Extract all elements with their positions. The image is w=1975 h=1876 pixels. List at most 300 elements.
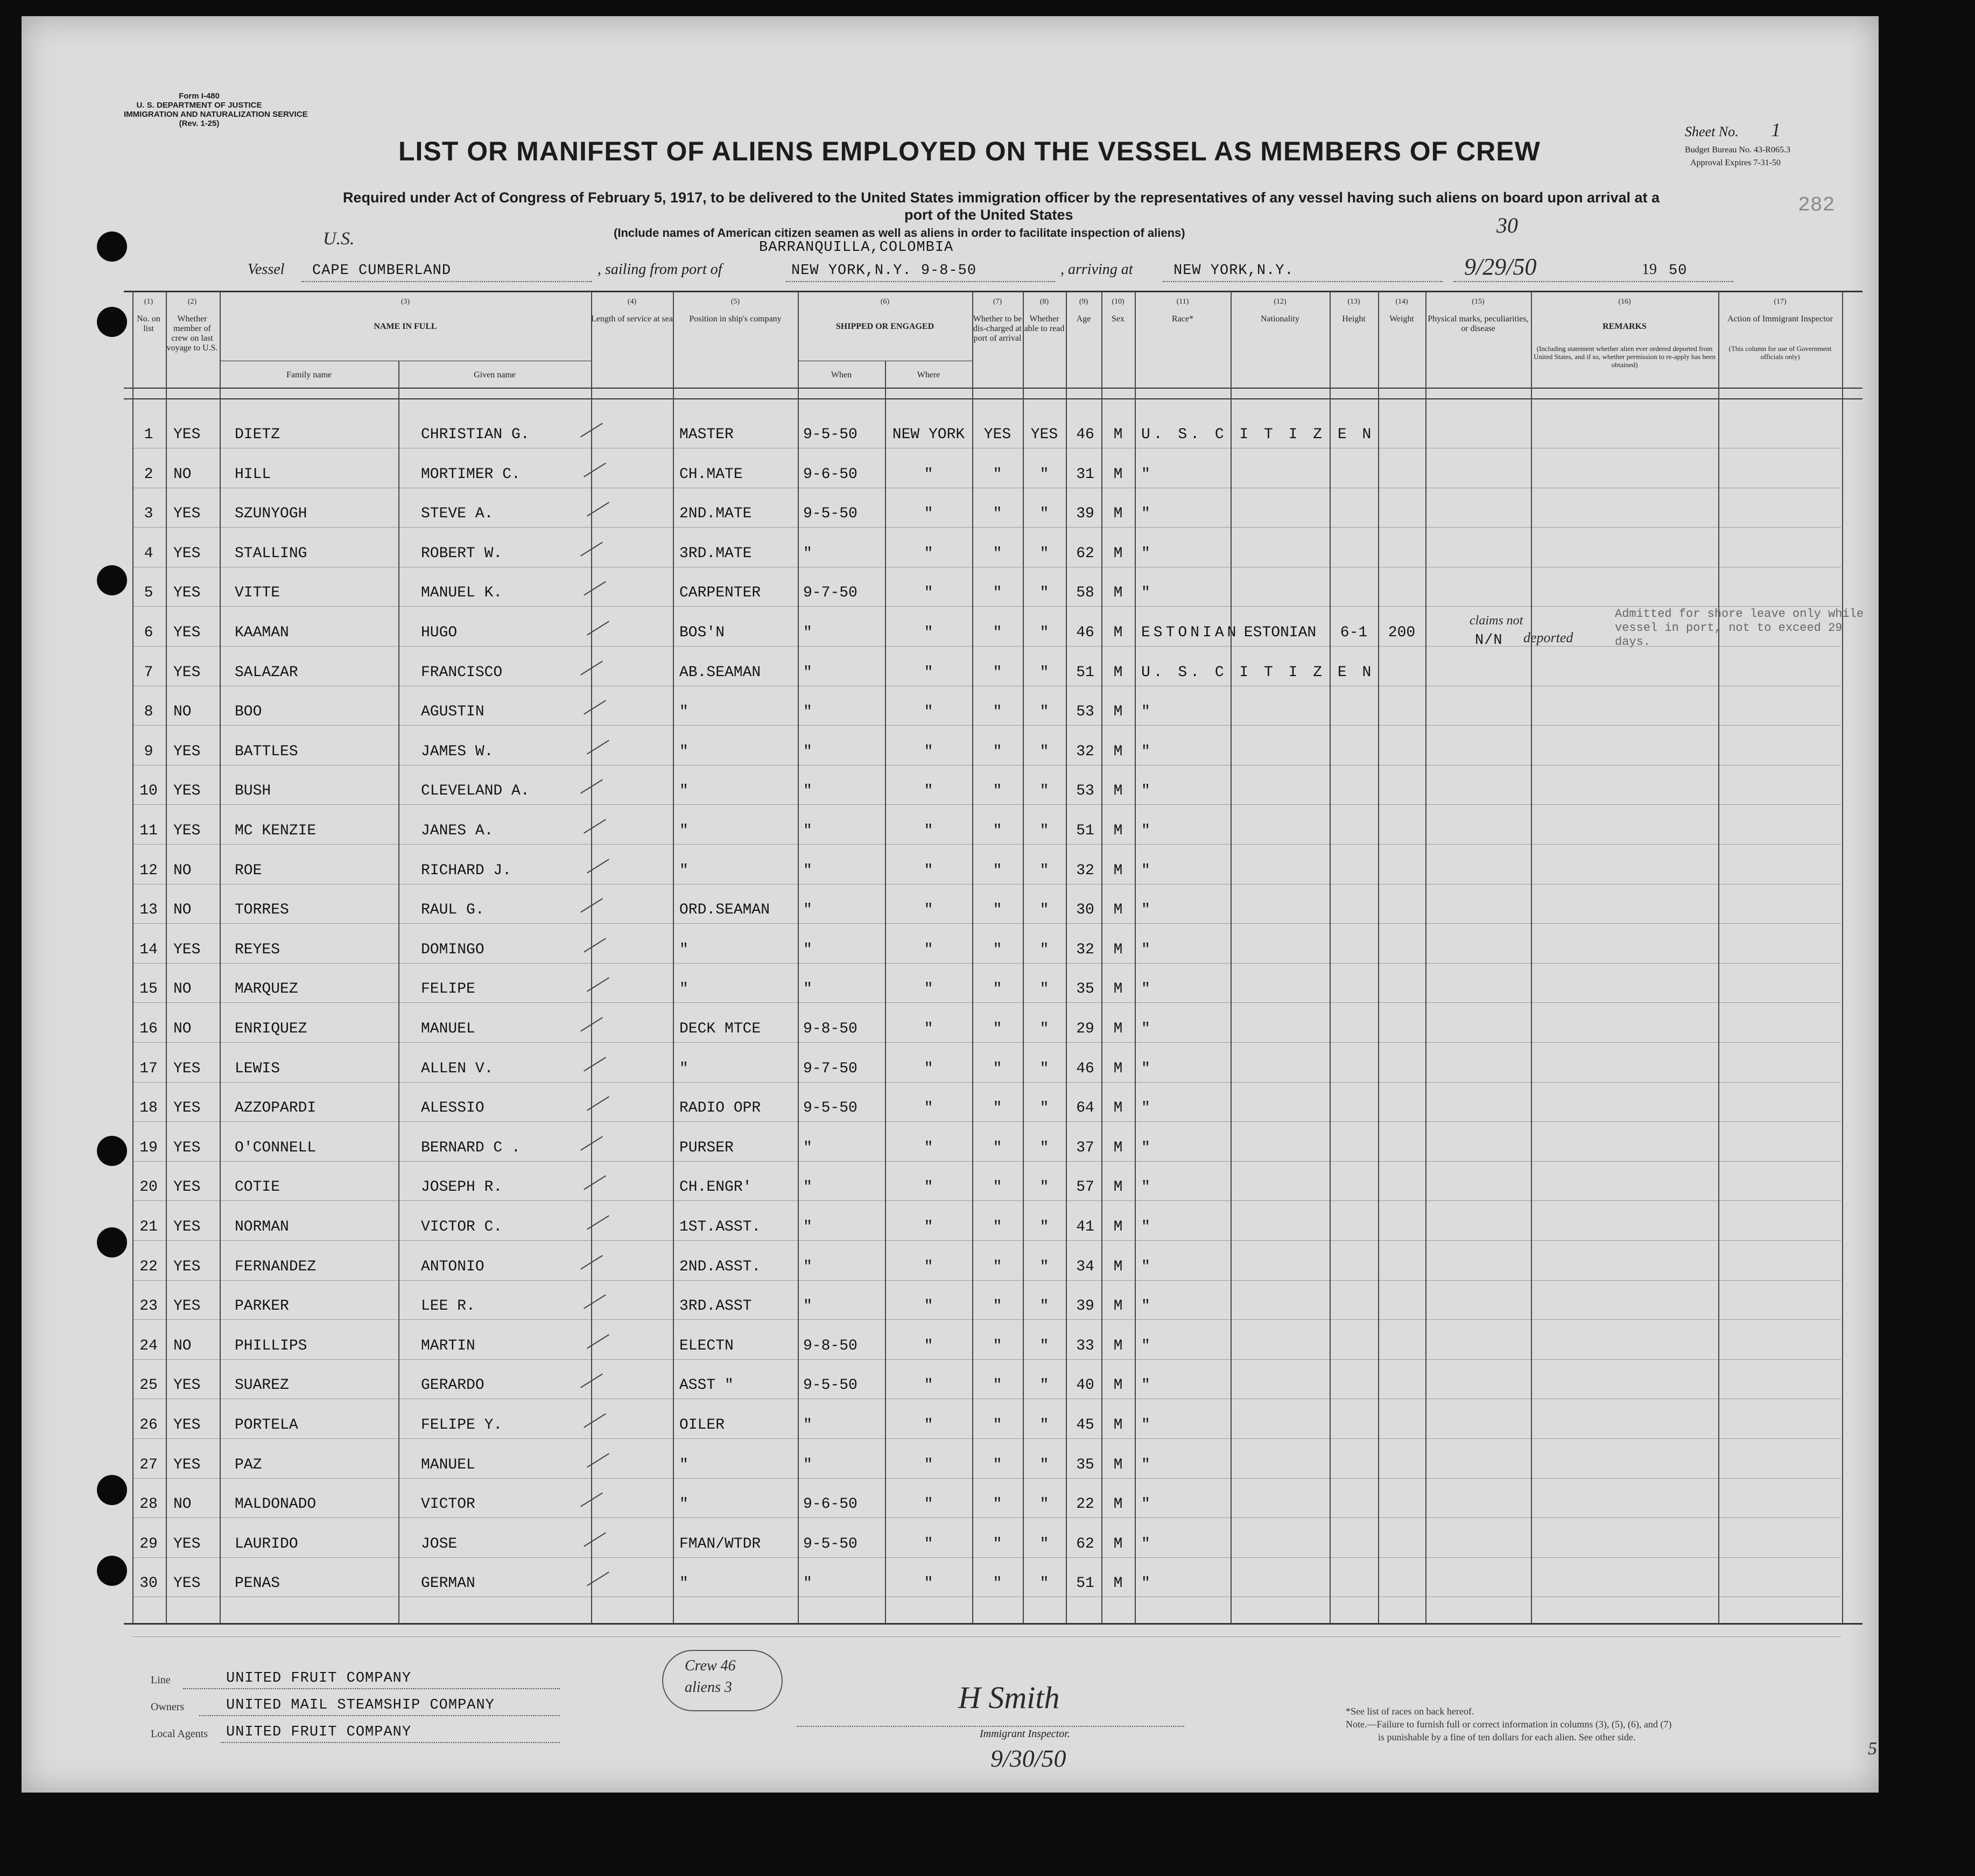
department: U. S. DEPARTMENT OF JUSTICE: [136, 101, 262, 110]
column-label: Race*: [1172, 314, 1193, 324]
discharged: ": [993, 902, 1002, 919]
age: 30: [1076, 902, 1094, 919]
shipped-when: ": [803, 862, 812, 879]
prev-voyage: NO: [173, 902, 192, 919]
page-title: LIST OR MANIFEST OF ALIENS EMPLOYED ON THE VESSEL AS MEMBERS OF CREW: [398, 136, 1541, 166]
vessel-name: CAPE CUMBERLAND: [312, 263, 452, 279]
column-divider: [1531, 292, 1532, 1624]
column-label: SHIPPED OR ENGAGED: [835, 322, 934, 331]
column-label: Weight: [1389, 314, 1414, 324]
punch-hole: [97, 1227, 127, 1257]
crew-count-note: [662, 1650, 783, 1711]
family-name: MARQUEZ: [235, 981, 298, 998]
age: 22: [1076, 1496, 1094, 1513]
row-number: 12: [139, 862, 158, 879]
row-number: 7: [144, 664, 153, 681]
ruled-line: [132, 1280, 1841, 1281]
prev-voyage: YES: [173, 624, 201, 641]
shipped-where: ": [924, 941, 933, 958]
shipped-where: ": [924, 505, 933, 523]
family-name: MC KENZIE: [235, 823, 317, 839]
sex: M: [1113, 1219, 1123, 1235]
column-label: Sex: [1112, 314, 1124, 324]
prev-voyage: YES: [173, 505, 201, 523]
shipped-when: ": [803, 783, 812, 800]
race: ": [1141, 823, 1150, 839]
able-to-read: ": [1039, 1337, 1049, 1354]
shipped-when: 9-7-50: [803, 585, 858, 602]
row-number: 6: [144, 624, 153, 641]
race: ": [1141, 1377, 1150, 1394]
year-prefix: 19: [1642, 261, 1657, 278]
position: ": [679, 1575, 688, 1592]
stamp-number: 282: [1798, 194, 1835, 217]
column-divider: [1378, 292, 1379, 1624]
column-label: No. on list: [137, 314, 160, 333]
column-header: [1135, 297, 1231, 324]
ruled-line: [132, 1082, 1841, 1083]
sex: M: [1113, 1417, 1123, 1434]
given-name: RICHARD J.: [421, 862, 512, 879]
shipped-where: ": [924, 1496, 933, 1513]
shipped-when: ": [803, 941, 812, 958]
shipped-where: ": [924, 1377, 933, 1394]
position: PURSER: [679, 1139, 734, 1156]
races-note: *See list of races on back hereof.: [1346, 1706, 1474, 1717]
shipped-where: ": [924, 1337, 933, 1354]
able-to-read: ": [1039, 585, 1049, 602]
position: ORD.SEAMAN: [679, 902, 770, 919]
year: 50: [1669, 263, 1688, 279]
row-number: 21: [139, 1219, 158, 1235]
able-to-read: ": [1039, 505, 1049, 523]
age: 33: [1076, 1337, 1094, 1354]
ruled-line: [132, 1557, 1841, 1558]
prev-voyage: YES: [173, 426, 201, 443]
prev-voyage: YES: [173, 1219, 201, 1235]
race: ": [1141, 862, 1150, 879]
discharged: ": [993, 1417, 1002, 1434]
age: 53: [1076, 783, 1094, 800]
shipped-where: ": [924, 902, 933, 919]
discharged: ": [993, 1100, 1002, 1117]
able-to-read: ": [1039, 862, 1049, 879]
shipped-when: ": [803, 823, 812, 839]
able-to-read: ": [1039, 1258, 1049, 1275]
column-number: (11): [1176, 298, 1189, 306]
given-name: HUGO: [421, 624, 458, 641]
age: 32: [1076, 743, 1094, 760]
race: ": [1141, 466, 1150, 483]
prev-voyage: YES: [173, 823, 201, 839]
position: BOS'N: [679, 624, 725, 641]
race: ": [1141, 545, 1150, 562]
able-to-read: ": [1039, 1179, 1049, 1196]
row-number: 29: [139, 1535, 158, 1552]
race: ": [1141, 902, 1150, 919]
prev-voyage: YES: [173, 545, 201, 562]
position: CH.MATE: [679, 466, 743, 483]
column-number: (13): [1347, 298, 1360, 306]
given-name: FRANCISCO: [421, 664, 503, 681]
agents-label: Local Agents: [151, 1728, 208, 1740]
shipped-where: ": [924, 743, 933, 760]
race: ": [1141, 1179, 1150, 1196]
shipped-when: 9-5-50: [803, 426, 858, 443]
given-name: VICTOR C.: [421, 1219, 503, 1235]
discharged: ": [993, 1060, 1002, 1077]
remarks-note: (Including statement whether alien ever ordered deported from United States, and if so, whether permission to re-apply has been obtained): [1534, 345, 1716, 369]
shipped-where: ": [924, 1139, 933, 1156]
prev-voyage: YES: [173, 1417, 201, 1434]
discharged: ": [993, 664, 1002, 681]
position: DECK MTCE: [679, 1021, 761, 1037]
prev-voyage: NO: [173, 862, 192, 879]
able-to-read: ": [1039, 545, 1049, 562]
shipped-when: ": [803, 624, 812, 641]
position: 2ND.MATE: [679, 505, 752, 523]
shipped-when: ": [803, 1417, 812, 1434]
shipped-where: ": [924, 1219, 933, 1235]
prev-voyage: YES: [173, 1535, 201, 1552]
prev-voyage: YES: [173, 1100, 201, 1117]
shipped-when: 9-8-50: [803, 1021, 858, 1037]
given-name: BERNARD C .: [421, 1139, 521, 1156]
row-number: 9: [144, 743, 153, 760]
discharged: ": [993, 1179, 1002, 1196]
position: OILER: [679, 1417, 725, 1434]
column-header: [1425, 297, 1531, 334]
position: ": [679, 1496, 688, 1513]
form-id-block: [124, 92, 308, 128]
sex: M: [1113, 743, 1123, 760]
inspector-label: Immigrant Inspector.: [980, 1728, 1070, 1740]
prev-voyage: NO: [173, 466, 192, 483]
ruled-line: [132, 1636, 1841, 1637]
family-name-header: Family name: [286, 370, 332, 380]
service: IMMIGRATION AND NATURALIZATION SERVICE: [124, 110, 308, 119]
able-to-read: ": [1039, 902, 1049, 919]
shipped-when: ": [803, 1258, 812, 1275]
able-to-read: ": [1039, 783, 1049, 800]
row-number: 25: [139, 1377, 158, 1394]
given-name: FELIPE Y.: [421, 1417, 503, 1434]
prev-voyage: YES: [173, 1377, 201, 1394]
able-to-read: ": [1039, 664, 1049, 681]
shipped-where: ": [924, 1021, 933, 1037]
race: ": [1141, 1219, 1150, 1235]
family-name: PORTELA: [235, 1417, 298, 1434]
family-name: SALAZAR: [235, 664, 298, 681]
position: ": [679, 1060, 688, 1077]
row-number: 27: [139, 1456, 158, 1473]
position: ": [679, 823, 688, 839]
shipped-where: ": [924, 1100, 933, 1117]
column-number: (17): [1774, 298, 1787, 306]
shipped-when: 9-5-50: [803, 1535, 858, 1552]
discharged: ": [993, 823, 1002, 839]
column-label: Whether to be dis-charged at port of arrival: [973, 314, 1022, 343]
row-number: 14: [139, 941, 158, 958]
race: U. S. C I T I Z E N: [1141, 426, 1375, 443]
shipped-where: ": [924, 466, 933, 483]
able-to-read: ": [1039, 1417, 1049, 1434]
discharged: ": [993, 1337, 1002, 1354]
able-to-read: ": [1039, 1456, 1049, 1473]
age: 34: [1076, 1258, 1094, 1275]
sex: M: [1113, 1258, 1123, 1275]
column-number: (8): [1039, 298, 1049, 306]
sheet-label: Sheet No.: [1685, 124, 1739, 139]
prev-voyage: YES: [173, 664, 201, 681]
prev-voyage: YES: [173, 783, 201, 800]
able-to-read: ": [1039, 941, 1049, 958]
ruled-line: [132, 1359, 1841, 1360]
given-name: JANES A.: [421, 823, 494, 839]
ruled-line: [132, 1002, 1841, 1003]
vessel-label: Vessel: [248, 261, 285, 278]
sex: M: [1113, 1575, 1123, 1592]
sex: M: [1113, 704, 1123, 721]
shipped-where: ": [924, 1456, 933, 1473]
sex: M: [1113, 664, 1123, 681]
shipped-where: ": [924, 1298, 933, 1315]
able-to-read: ": [1039, 1298, 1049, 1315]
able-to-read: ": [1039, 1377, 1049, 1394]
discharged: ": [993, 981, 1002, 998]
row-number: 20: [139, 1179, 158, 1196]
age: 46: [1076, 1060, 1094, 1077]
column-number: (9): [1079, 298, 1088, 306]
given-name: VICTOR: [421, 1496, 475, 1513]
budget-bureau: Budget Bureau No. 43-R065.3: [1685, 145, 1790, 154]
able-to-read: YES: [1030, 426, 1058, 443]
row-number: 11: [139, 823, 158, 839]
shipped-when: 9-7-50: [803, 1060, 858, 1077]
revision: (Rev. 1-25): [179, 119, 220, 128]
sex: M: [1113, 941, 1123, 958]
ruled-line: [132, 1042, 1841, 1043]
subtitle-act: Required under Act of Congress of February 5, 1917, to be delivered to the United States immigration officer by the representatives of any vessel having such aliens on board upon arrival at a: [342, 189, 1660, 206]
row-number: 28: [139, 1496, 158, 1513]
column-divider: [1135, 292, 1136, 1624]
race: ESTONIAN: [1141, 624, 1240, 641]
ruled-line: [132, 1319, 1841, 1320]
age: 37: [1076, 1139, 1094, 1156]
given-name: LEE R.: [421, 1298, 475, 1315]
race: ": [1141, 1535, 1150, 1552]
shipped-where: ": [924, 783, 933, 800]
shipped-when: ": [803, 981, 812, 998]
row-number: 15: [139, 981, 158, 998]
row-number: 23: [139, 1298, 158, 1315]
race: ": [1141, 505, 1150, 523]
fine-note-2: is punishable by a fine of ten dollars for each alien. See other side.: [1378, 1732, 1636, 1742]
sailing-from-above: BARRANQUILLA,COLOMBIA: [759, 240, 954, 256]
discharged: ": [993, 1496, 1002, 1513]
position: ": [679, 743, 688, 760]
subtitle-note: (Include names of American citizen seamen as well as aliens in order to facilitate inspection of aliens): [614, 226, 1185, 240]
shipped-where: ": [924, 1575, 933, 1592]
able-to-read: ": [1039, 823, 1049, 839]
ruled-line: [132, 606, 1841, 607]
punch-hole: [97, 1136, 127, 1166]
column-label: Whether able to read: [1024, 314, 1065, 333]
approval-expires: Approval Expires 7-31-50: [1690, 158, 1781, 167]
row-number: 17: [139, 1060, 158, 1077]
given-name: MANUEL K.: [421, 585, 503, 602]
punch-hole: [97, 565, 127, 595]
family-name: DIETZ: [235, 426, 280, 443]
prev-voyage: NO: [173, 1021, 192, 1037]
shipped-when: 9-6-50: [803, 466, 858, 483]
vessel-prefix-hand: U.S.: [323, 229, 355, 249]
height: 6-1: [1340, 624, 1368, 641]
discharged: ": [993, 704, 1002, 721]
row-number: 4: [144, 545, 153, 562]
discharged: ": [993, 1258, 1002, 1275]
family-name: HILL: [235, 466, 271, 483]
sex: M: [1113, 1298, 1123, 1315]
shipped-when: 9-8-50: [803, 1337, 858, 1354]
shipped-when: ": [803, 1179, 812, 1196]
ruled-line: [132, 1200, 1841, 1201]
punch-hole: [97, 307, 127, 337]
given-name: JOSEPH R.: [421, 1179, 503, 1196]
column-number: (12): [1274, 298, 1287, 306]
age: 64: [1076, 1100, 1094, 1117]
discharged: ": [993, 624, 1002, 641]
family-name: O'CONNELL: [235, 1139, 317, 1156]
race: ": [1141, 1139, 1150, 1156]
shipped-where: ": [924, 981, 933, 998]
position: CH.ENGR': [679, 1179, 752, 1196]
given-name: STEVE A.: [421, 505, 494, 523]
shipped-when: ": [803, 1575, 812, 1592]
column-header: [1101, 297, 1135, 324]
sex: M: [1113, 466, 1123, 483]
family-name: PHILLIPS: [235, 1337, 307, 1354]
column-header: [1066, 297, 1101, 324]
sex: M: [1113, 1535, 1123, 1552]
sex: M: [1113, 545, 1123, 562]
column-number: (2): [187, 298, 197, 306]
column-label: Whether member of crew on last voyage to U.S.: [166, 314, 218, 353]
line-value: UNITED FRUIT COMPANY: [226, 1670, 412, 1687]
column-label: REMARKS: [1603, 322, 1647, 331]
given-name: CHRISTIAN G.: [421, 426, 530, 443]
owners-label: Owners: [151, 1701, 185, 1713]
column-number: (15): [1472, 298, 1485, 306]
race: U. S. C I T I Z E N: [1141, 664, 1375, 681]
race: ": [1141, 981, 1150, 998]
manifest-sheet: [22, 16, 1879, 1793]
row-number: 16: [139, 1021, 158, 1037]
family-name: MALDONADO: [235, 1496, 317, 1513]
column-number: (5): [730, 298, 740, 306]
prev-voyage: YES: [173, 1179, 201, 1196]
prev-voyage: YES: [173, 1258, 201, 1275]
sex: M: [1113, 624, 1123, 641]
given-name: ROBERT W.: [421, 545, 503, 562]
age: 46: [1076, 426, 1094, 443]
column-label: Nationality: [1261, 314, 1299, 324]
column-header: [1330, 297, 1378, 324]
crew-count: Crew 46: [685, 1657, 736, 1674]
age: 62: [1076, 1535, 1094, 1552]
race: ": [1141, 1417, 1150, 1434]
column-divider: [1718, 292, 1719, 1624]
age: 39: [1076, 1298, 1094, 1315]
sex: M: [1113, 1139, 1123, 1156]
discharged: ": [993, 1219, 1002, 1235]
given-name: ANTONIO: [421, 1258, 484, 1275]
family-name: STALLING: [235, 545, 307, 562]
action-note: (This column for use of Government officials only): [1728, 345, 1832, 361]
discharged: ": [993, 545, 1002, 562]
prev-voyage: YES: [173, 743, 201, 760]
age: 29: [1076, 1021, 1094, 1037]
ruled-line: [132, 527, 1841, 528]
position: 3RD.ASST: [679, 1298, 752, 1315]
row-number: 10: [139, 783, 158, 800]
race: ": [1141, 1258, 1150, 1275]
column-label: Length of service at sea: [591, 314, 673, 324]
shipped-where: ": [924, 1535, 933, 1552]
given-name: GERARDO: [421, 1377, 484, 1394]
prev-voyage: YES: [173, 1139, 201, 1156]
row-number: 2: [144, 466, 153, 483]
inspector-date: 9/30/50: [990, 1745, 1066, 1772]
prev-voyage: NO: [173, 1496, 192, 1513]
race: ": [1141, 704, 1150, 721]
prev-voyage: YES: [173, 941, 201, 958]
shipped-when: ": [803, 545, 812, 562]
shipped-where: ": [924, 585, 933, 602]
race: ": [1141, 783, 1150, 800]
family-name: NORMAN: [235, 1219, 289, 1235]
given-name-header: Given name: [474, 370, 516, 380]
age: 32: [1076, 941, 1094, 958]
arriving-label: , arriving at: [1060, 261, 1133, 278]
race: ": [1141, 585, 1150, 602]
sex: M: [1113, 426, 1123, 443]
shipped-where: ": [924, 1060, 933, 1077]
prev-voyage: YES: [173, 1060, 201, 1077]
row-number: 3: [144, 505, 153, 523]
given-name: JOSE: [421, 1535, 458, 1552]
family-name: ROE: [235, 862, 262, 879]
age: 58: [1076, 585, 1094, 602]
shipped-when: ": [803, 664, 812, 681]
column-header: [972, 297, 1023, 343]
age: 45: [1076, 1417, 1094, 1434]
family-name: TORRES: [235, 902, 289, 919]
age: 57: [1076, 1179, 1094, 1196]
column-number: (16): [1618, 298, 1631, 306]
ruled-line: [132, 804, 1841, 805]
name-split: [398, 361, 399, 1624]
sex: M: [1113, 505, 1123, 523]
position: ": [679, 704, 688, 721]
prev-voyage: NO: [173, 1337, 192, 1354]
sex: M: [1113, 585, 1123, 602]
corner-mark: 5: [1868, 1739, 1877, 1759]
age: 51: [1076, 664, 1094, 681]
ruled-line: [132, 1240, 1841, 1241]
position: 2ND.ASST.: [679, 1258, 761, 1275]
given-name: CLEVELAND A.: [421, 783, 530, 800]
